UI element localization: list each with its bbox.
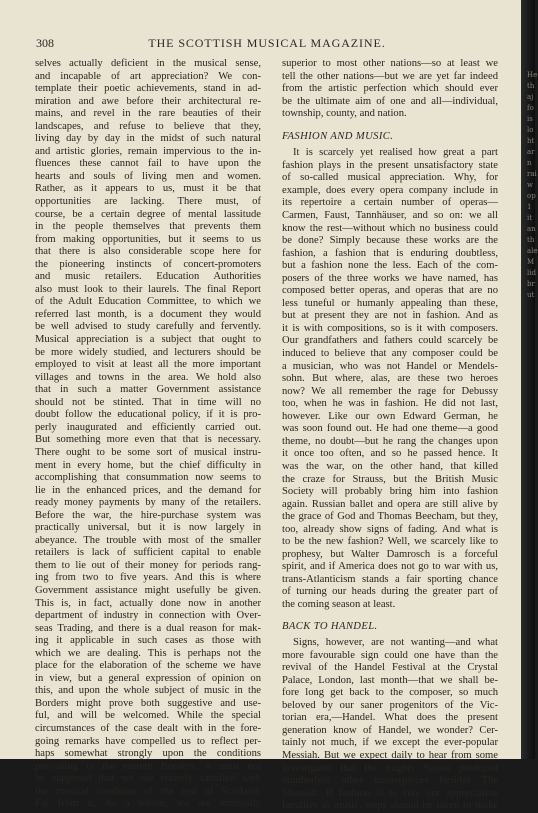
text-line: accomplishing that consummation now seems to — [35, 472, 261, 484]
facing-page-fragment: w — [527, 181, 533, 189]
text-line: also must look to their laurels. The final Report — [35, 283, 261, 295]
handel-section-body — [282, 637, 498, 813]
text-line: perly inaugurated and efficiently carried out. — [35, 421, 261, 433]
facing-page-fragment: it — [527, 214, 533, 222]
text-line: There ought to be some sort of musical instru- — [35, 446, 261, 458]
text-line: ful, and will be welcomed. While the special — [35, 710, 261, 722]
text-line: township, county, and nation. — [282, 108, 407, 120]
text-line: now? We all remember the rage for Debussy — [282, 385, 498, 397]
text-line: going remarks have compelled us to reflect per- — [35, 735, 261, 747]
text-line: too, already show signs of fading. And what is — [282, 523, 498, 535]
text-line: prevailing in the eastern Borders, it must not — [35, 760, 261, 772]
text-line: place for the elaboration of the scheme we have — [35, 660, 261, 672]
text-line: of the Adult Education Committee, to which we — [35, 296, 261, 308]
facing-page-fragments — [527, 70, 537, 301]
text-line: of so-called musical appreciation. Why, for — [282, 172, 498, 184]
text-line: sohn. But where, alas, are these two heroes — [282, 373, 498, 385]
text-line: torian era,—Handel. What does the present — [282, 712, 498, 724]
text-line: department of industry in connection with Over- — [35, 610, 261, 622]
text-line: the pioneering instincts of concert-promoters — [35, 258, 261, 270]
text-line: ing from two to five years. And this is where — [35, 572, 261, 584]
text-line: abeyance. The trouble with most of the smaller — [35, 534, 261, 546]
text-line: tainly not much, if we except the ever-popular — [282, 737, 498, 749]
text-line: Messiah. If fashion is to rule our appreciative — [282, 787, 498, 799]
text-line: landscapes, and refuse to believe that they, — [35, 120, 261, 132]
text-line: in view, but a general expression of opinion on — [35, 672, 261, 684]
text-line: template their poetic achievements, stand in ad- — [35, 83, 261, 95]
page-header — [36, 36, 498, 52]
text-line: miration and awe before their architectural re- — [35, 95, 261, 107]
text-line: Rather, as it appears to us, must it be that — [35, 183, 261, 195]
text-line: opportunities are lacking. There must, of — [35, 196, 261, 208]
text-line: composed better operas, and operas that are no — [282, 285, 498, 297]
facing-page-fragment: lid — [527, 269, 536, 277]
text-line: example, does every opera company include in — [282, 184, 498, 196]
opening-paragraph — [282, 58, 498, 121]
facing-page-fragment: th — [527, 236, 535, 244]
text-line: faculties in music, steps should be taken to make — [282, 800, 498, 812]
text-line: investigator that the mighty Saxon produced — [282, 762, 498, 774]
text-line: mains, and revel in the rare beauties of their — [35, 108, 261, 120]
text-line: tell the other nations—but we are yet far indeed — [282, 70, 498, 82]
text-line: from the artistic perfection which should ever — [282, 83, 498, 95]
text-line: living day by day in the midst of such natural — [35, 133, 261, 145]
text-line: was soon found out. He had one theme—a good — [282, 423, 498, 435]
text-line: But something more even that that is necessary. — [35, 434, 261, 446]
text-line: this, and upon the whole subject of music in the — [35, 685, 261, 697]
text-line: referred last month, is a document they would — [35, 308, 261, 320]
text-line: from making opportunities, but it seems to us — [35, 233, 261, 245]
text-line: the grace of God and Thomas Beecham, but they, — [282, 511, 498, 523]
text-line: be supposed that we are entirely satisfied with — [35, 773, 261, 785]
text-line: fashion, a fashion that is enduring doubtless, — [282, 247, 498, 259]
text-line: less tuneful or humanly appealing than these, — [282, 297, 498, 309]
text-line: Society will probably bring him into fashion — [282, 486, 498, 498]
facing-page-fragment: br — [527, 280, 535, 288]
text-line: induced to believe that any composer could be — [282, 348, 498, 360]
text-line: lie in the enhanced prices, and the demand for — [35, 484, 261, 496]
text-line: the musical condition of the rest of Scotland. — [35, 785, 261, 797]
text-line: prophesy, but Walter Damrosch is a forceful — [282, 548, 498, 560]
facing-page-fragment: lo — [527, 126, 534, 134]
text-line: and music retailers. Education Authorities — [35, 271, 261, 283]
text-line: generation know of Handel, we wonder? Cer- — [282, 724, 498, 736]
text-line: seas Trading, and there is a dual reason for mak- — [35, 622, 261, 634]
text-line: it is with compositions, so is it with composers. — [282, 322, 498, 334]
text-line: Before the war, the hire-purchase system was — [35, 509, 261, 521]
facing-page-fragment: ale — [527, 247, 538, 255]
text-line: but at present they are not in fashion. And as — [282, 310, 498, 322]
text-line: theme, no doubt—but he rang the changes upon — [282, 435, 498, 447]
text-line: haps somewhat strongly upon the conditions — [35, 748, 261, 760]
fashion-section-body — [282, 147, 498, 611]
facing-page-fragment: ut — [527, 291, 535, 299]
section-heading-handel: BACK TO HANDEL. — [282, 620, 378, 632]
facing-page-fragment: fo — [527, 104, 534, 112]
text-line: Palace, London, last month—that we shall be- — [282, 674, 498, 686]
text-line: Musical appreciation is a subject that ought to — [35, 334, 261, 346]
facing-page-fragment: 1 — [527, 203, 532, 211]
text-line: it once too often, and so he passed hence. It — [282, 448, 498, 460]
text-line: fore long get back to the composer, so much — [282, 687, 498, 699]
text-line: to be the new fashion? Well, we scarcely like to — [282, 536, 498, 548]
text-line: retailers is lack of sufficient capital to enable — [35, 547, 261, 559]
text-line: selves actually deficient in the musical sense, — [35, 58, 261, 69]
text-line: but a fashion none the less. Each of the com- — [282, 260, 498, 272]
text-line: its repertoire a certain number of operas— — [282, 197, 498, 209]
text-line: Signs, however, are not wanting—and what — [293, 637, 498, 649]
facing-page-fragment: He — [527, 71, 538, 79]
text-line: that there is also considerable scope here for — [35, 246, 261, 258]
text-line: trans-Atlanticism stands a fair sporting chance — [282, 573, 498, 585]
right-text-column — [282, 58, 498, 813]
text-line: beloved by our saner progenitors of the Vic- — [282, 699, 498, 711]
text-line: ready money payments by many of the retailers. — [35, 497, 261, 509]
text-line: too, when he was in fashion. He did not last, — [282, 398, 498, 410]
text-line: doubt follow the educational policy, if it is pro- — [35, 409, 261, 421]
text-line: however. Like our own Edward German, he — [282, 410, 498, 422]
text-line: employed to visit at least all the more important — [35, 359, 261, 371]
text-line: This is, in fact, actually done now in another — [35, 597, 261, 609]
text-line: circumstances of the case dealt with in the fore- — [35, 722, 261, 734]
text-line: and incapable of art appreciation? We con- — [35, 70, 261, 82]
text-line: posers of the three works we have named, has — [282, 272, 498, 284]
text-line: be more widely studied, and lecturers should be — [35, 346, 261, 358]
text-line: Borders might prove both suggestive and use- — [35, 697, 261, 709]
facing-page-fragment: ar — [527, 148, 535, 156]
facing-page-fragment: th — [527, 82, 535, 90]
text-line: fashion plays in the present unsatisfactory state — [282, 159, 498, 171]
text-line: Government assistance might usefully be given. — [35, 584, 261, 596]
text-line: that in such a matter Government assistance — [35, 384, 261, 396]
text-line: spirit, and if America does not go to war with us, — [282, 561, 498, 573]
facing-page-fragment: ht — [527, 137, 535, 145]
text-line: which we are dealing. This is perhaps not the — [35, 647, 261, 659]
text-line: fluences these cannot fail to have upon the — [35, 158, 261, 170]
text-line: Carmen, Faust, Tannhäuser, and so on: we all — [282, 210, 498, 222]
text-line: the craze for Strauss, but the British Music — [282, 473, 498, 485]
text-line: Far from it. As a nation, we are musically — [35, 798, 261, 810]
text-line: know the rest—without which no business could — [282, 222, 498, 234]
text-line: the coming season at least. — [282, 598, 396, 610]
facing-page-fragment: rai — [527, 170, 537, 178]
text-line: ing it applicable in such cases as those with — [35, 635, 261, 647]
text-line: be the ultimate aim of one and all—individual, — [282, 95, 498, 107]
text-line: be well advised to study carefully and fervently. — [35, 321, 261, 333]
page-number: 308 — [36, 36, 54, 50]
text-line: ment in every home, but the chief difficulty in — [35, 459, 261, 471]
facing-page-fragment: an — [527, 225, 536, 233]
text-line: again. Russian ballet and opera are still alive by — [282, 498, 498, 510]
running-title: THE SCOTTISH MUSICAL MAGAZINE. — [148, 36, 386, 50]
text-line: of turning our heads during the greater part of — [282, 586, 498, 598]
facing-page-fragment: is — [527, 115, 533, 123]
text-line: a musician, who was not Handel or Mendels- — [282, 360, 498, 372]
text-line: Messiah. But we expect daily to hear from some — [282, 749, 498, 761]
text-line: villages and towns in the area. We hold also — [35, 371, 261, 383]
text-line: them to lie out of their money for periods rang- — [35, 559, 261, 571]
text-line: course, be a certain degree of mental lassitude — [35, 208, 261, 220]
text-line: more favourable sign could one have than the — [282, 649, 498, 661]
left-text-column — [35, 58, 261, 811]
section-heading-fashion: FASHION AND MUSIC. — [282, 130, 394, 142]
text-line: superior to most other nations—so at least we — [282, 58, 498, 69]
text-line: in the people themselves that prevents them — [35, 221, 261, 233]
text-line: It is scarcely yet realised how great a part — [293, 147, 498, 159]
text-line: numberless other masterpieces besides The — [282, 775, 498, 787]
facing-page-fragment: aj — [527, 93, 534, 101]
text-line: should not be stinted. That in time will no — [35, 396, 261, 408]
text-line: practically universal, but it is now largely in — [35, 522, 261, 534]
facing-page-fragment: op — [527, 192, 536, 200]
text-line: revival of the Handel Festival at the Crystal — [282, 662, 498, 674]
facing-page-fragment: n — [527, 159, 532, 167]
text-line: was the war, on the other hand, that killed — [282, 460, 498, 472]
text-line: be done? Simply because these works are the — [282, 235, 498, 247]
text-line: and artistic glories, remain impervious to the in- — [35, 145, 261, 157]
text-line: Our grandfathers and fathers could scarcely be — [282, 335, 498, 347]
facing-page-fragment: M — [527, 258, 535, 266]
text-line: hearts and souls of living men and women. — [35, 170, 261, 182]
